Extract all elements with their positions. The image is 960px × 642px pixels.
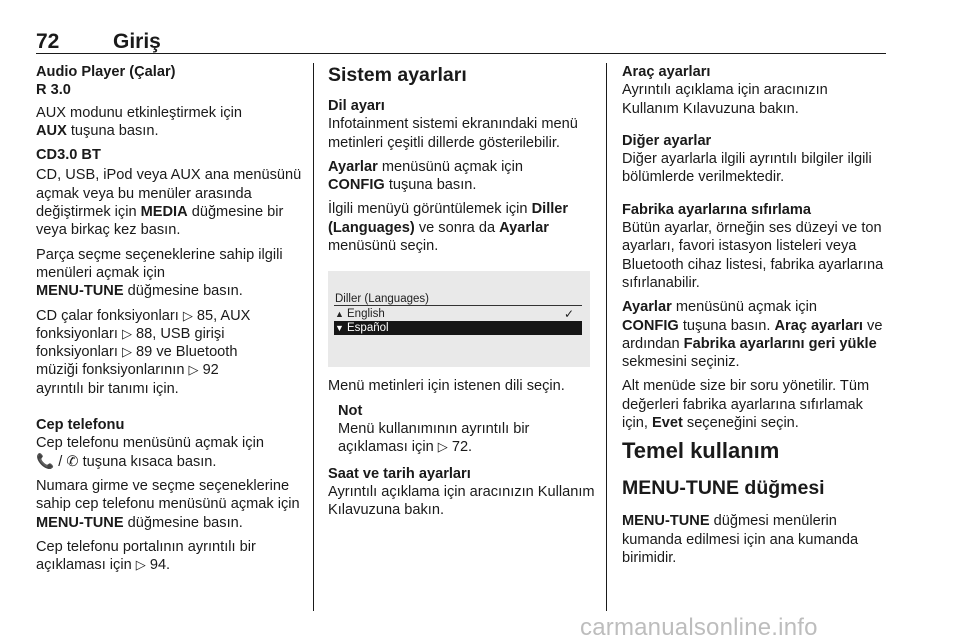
text: menüsünü seçin.: [328, 238, 439, 255]
section-heading: Cep telefonu: [36, 417, 125, 434]
column-middle: [328, 63, 598, 525]
text: ayrıntılı bir tanımı için.: [36, 380, 179, 397]
text: Numara girme ve seçme seçeneklerine sahip cep telefonu menüsünü açmak için: [36, 477, 300, 513]
text: fonksiyonları: [36, 325, 122, 342]
paragraph: Ayrıntılı açıklama için aracınızın Kullanım Kılavuzuna bakın.: [328, 483, 595, 519]
key-label: MENU-TUNE: [36, 283, 124, 300]
section-title: Sistem ayarları: [328, 64, 467, 86]
section-heading: Araç ayarları: [622, 64, 711, 80]
section-heading: Fabrika ayarlarına sıfırlama: [622, 201, 812, 218]
divider: [334, 305, 582, 306]
page-number: 72: [36, 30, 60, 53]
text: düğmesine basın.: [123, 514, 243, 531]
text: tuşuna basın.: [66, 122, 159, 139]
screen-item-label: Español: [347, 322, 389, 335]
paragraph: [328, 158, 598, 195]
chapter-title: Temel kullanım: [622, 438, 780, 464]
text: 85, AUX: [196, 307, 251, 324]
key-label: Araç ayarları: [774, 317, 863, 334]
section-heading: Saat ve tarih ayarları: [328, 465, 471, 482]
page-ref-icon: ▷: [188, 362, 199, 378]
text: İlgili menüyü görüntülemek için: [328, 201, 532, 218]
key-label: MENU-TUNE: [622, 513, 710, 530]
text: menüsünü açmak için: [377, 158, 523, 175]
text: 94.: [149, 557, 171, 574]
page-ref-icon: ▷: [437, 439, 448, 455]
text: ve sonra da: [414, 219, 500, 236]
text: 📞 / ✆ tuşuna kısaca basın.: [36, 453, 217, 470]
paragraph: [36, 104, 304, 141]
key-label: CONFIG: [328, 177, 385, 194]
column-divider: [606, 63, 607, 611]
column-left: [36, 63, 304, 580]
key-label: MENU-TUNE: [36, 514, 124, 531]
text: menüsünü açmak için: [671, 299, 817, 316]
screen-title: Diller (Languages): [335, 293, 429, 306]
paragraph: Diğer ayarlarla ilgili ayrıntılı bilgiler ilgili bölümlerde verilmektedir.: [622, 151, 872, 186]
text: müziği fonksiyonlarının: [36, 362, 189, 379]
section-heading: Audio Player (Çalar): [36, 64, 176, 80]
text: seçeneğini seçin.: [682, 415, 799, 432]
note-box: [328, 402, 598, 457]
page-ref-icon: ▷: [182, 307, 193, 323]
key-label: Diller (Languages): [328, 201, 569, 236]
text: 88, USB girişi: [136, 325, 225, 342]
text: Cep telefonu portalının ayrıntılı bir: [36, 538, 256, 555]
paragraph: [328, 200, 598, 255]
paragraph: [36, 246, 304, 301]
note-label: Not: [338, 402, 363, 419]
text: Cep telefonu menüsünü açmak için: [36, 435, 264, 452]
text: düğmesi menülerin kumanda edilmesi için ana kumanda birimidir.: [622, 513, 859, 566]
text: Menü kullanımının ayrıntılı bir: [338, 420, 530, 437]
paragraph: [36, 307, 304, 398]
language-menu-screenshot: [328, 271, 590, 367]
paragraph: [622, 298, 888, 371]
text: Parça seçme seçeneklerine sahip ilgili menüleri açmak için: [36, 246, 283, 281]
text: 92: [202, 362, 219, 379]
key-label: CONFIG: [622, 317, 679, 334]
arrow-down-icon: ▼: [335, 323, 344, 334]
page-ref-icon: ▷: [135, 557, 146, 573]
section-title: MENU-TUNE düğmesi: [622, 477, 825, 500]
section-heading: Dil ayarı: [328, 98, 385, 114]
text: [338, 438, 598, 456]
page-header: [36, 32, 886, 54]
paragraph: [36, 477, 304, 532]
text: Alt menüde size bir soru yönetilir. Tüm değerleri fabrika ayarlarına sıfırlamak için,: [622, 378, 870, 432]
text: fonksiyonları: [36, 344, 122, 361]
key-label: Ayarlar: [499, 219, 549, 236]
section-heading: CD3.0 BT: [36, 147, 101, 164]
key-label: MEDIA: [140, 204, 188, 221]
column-divider: [313, 63, 314, 611]
arrow-up-icon: ▲: [335, 309, 344, 320]
paragraph: [622, 377, 888, 432]
paragraph: [622, 512, 888, 567]
text: sekmesini seçiniz.: [622, 354, 740, 371]
text: düğmesine basın.: [123, 283, 243, 300]
key-label: Ayarlar: [328, 158, 378, 175]
section-heading: R 3.0: [36, 82, 71, 99]
paragraph: [36, 166, 304, 239]
paragraph: [36, 538, 304, 575]
checkmark-icon: ✓: [563, 307, 574, 322]
section-heading: Diğer ayarlar: [622, 132, 712, 149]
text: AUX modunu etkinleştirmek için: [36, 104, 243, 121]
page-ref-icon: ▷: [121, 344, 132, 360]
text: CD çalar fonksiyonları: [36, 307, 183, 324]
paragraph: Menü metinleri için istenen dili seçin.: [328, 378, 565, 395]
key-label: Ayarlar: [622, 299, 672, 316]
text: açıklaması için: [36, 557, 136, 574]
text: 72.: [451, 439, 473, 456]
text: düğmesine bir veya birkaç kez basın.: [36, 204, 284, 239]
page-ref-icon: ▷: [121, 325, 132, 341]
paragraph: [36, 434, 304, 471]
key-label: AUX: [36, 122, 67, 139]
paragraph: Infotainment sistemi ekranındaki menü metinleri çeşitli dillerde gösterilebilir.: [328, 116, 578, 151]
key-label: Fabrika ayarlarını geri yükle: [683, 335, 877, 352]
paragraph: Bütün ayarlar, örneğin ses düzeyi ve ton ayarları, favori istasyon listeleri veya Bluetooth cihaz listesi, fabrika ayarlarına sıfırlanabilir.: [622, 220, 884, 291]
text: açıklaması için: [338, 439, 438, 456]
text: 89 ve Bluetooth: [136, 344, 238, 361]
text: ve ardından: [622, 317, 883, 352]
page-title: Giriş: [113, 30, 161, 53]
text: tuşuna basın.: [678, 317, 775, 334]
key-label: Evet: [652, 415, 683, 432]
paragraph: Ayrıntılı açıklama için aracınızın Kullanım Kılavuzuna bakın.: [622, 82, 828, 117]
text: tuşuna basın.: [384, 177, 477, 194]
watermark: carmanualsonline.info: [580, 614, 818, 641]
column-right: [622, 63, 888, 573]
screen-item-label: English: [347, 308, 385, 321]
screen-list-item-selected: [334, 321, 582, 335]
screen-list-item: [334, 307, 582, 321]
text: CD, USB, iPod veya AUX ana menüsünü açmak veya bu menüler arasında değiştirmek için: [36, 167, 302, 221]
